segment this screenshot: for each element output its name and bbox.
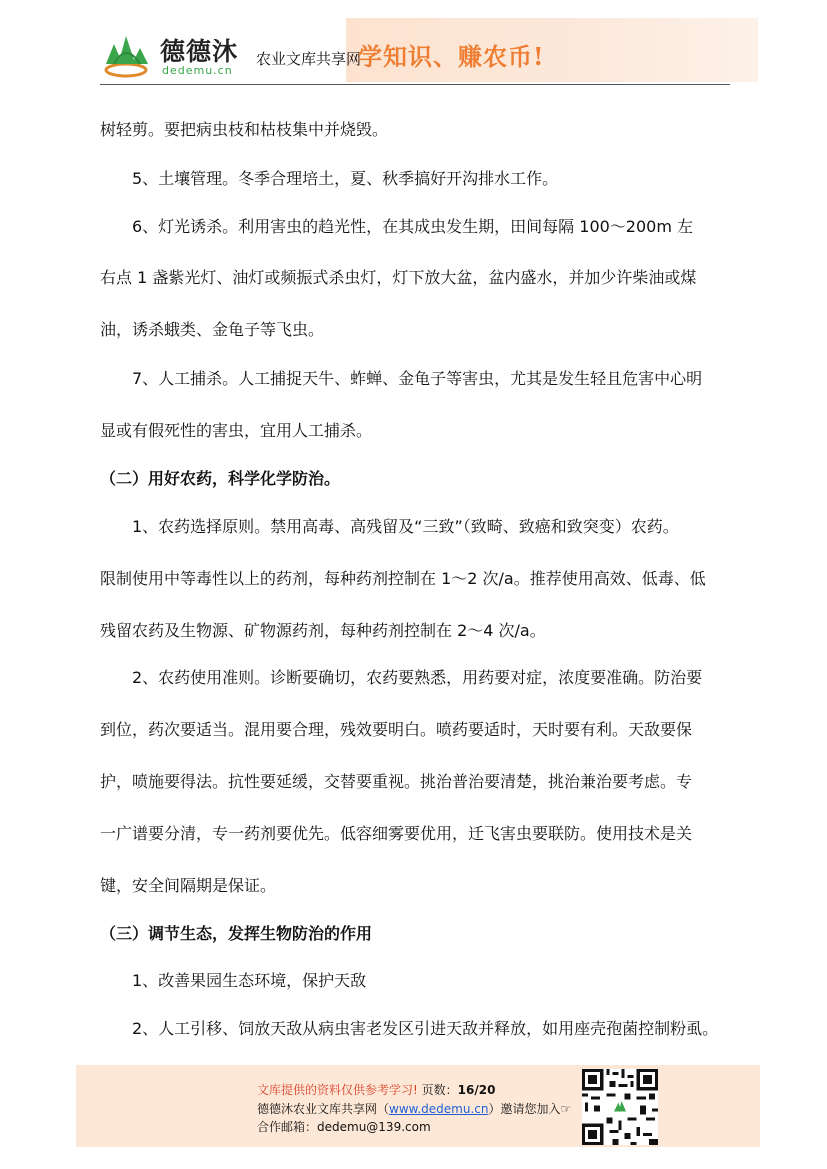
body-line: 右点 1 盏紫光灯、油灯或频振式杀虫灯，灯下放大盆，盆内盛水，并加少许柴油或煤: [100, 268, 697, 287]
body-line: 显或有假死性的害虫，宜用人工捕杀。: [100, 421, 373, 440]
body-line: 1、改善果园生态环境，保护天敌: [132, 971, 367, 990]
section-heading: （二）用好农药，科学化学防治。: [100, 469, 341, 488]
body-line: 一广谱要分清，专一药剂要优先。低容细雾要优用，迁飞害虫要联防。使用技术是关: [100, 824, 693, 843]
body-line: 到位，药次要适当。混用要合理，残效要明白。喷药要适时，天时要有利。天敌要保: [100, 720, 693, 739]
footer-notice: [257, 1081, 495, 1098]
body-line: 7、人工捕杀。人工捕捉天牛、蚱蝉、金龟子等害虫，尤其是发生轻且危害中心明: [132, 369, 703, 388]
section-heading: （三）调节生态，发挥生物防治的作用: [100, 924, 373, 943]
footer-notice-text: 文库提供的资料仅供参考学习!: [257, 1083, 418, 1097]
page-footer: [76, 1065, 760, 1147]
body-line: 2、人工引移、饲放天敌从病虫害老发区引进天敌并释放，如用座壳孢菌控制粉虱。: [132, 1019, 719, 1038]
body-line: 5、土壤管理。冬季合理培土，夏、秋季搞好开沟排水工作。: [132, 169, 559, 188]
header-slogan: 学知识、赚农币!: [358, 42, 545, 71]
body-line: 限制使用中等毒性以上的药剂，每种药剂控制在 1～2 次/a。推荐使用高效、低毒、低: [100, 569, 706, 588]
body-line: 树轻剪。要把病虫枝和枯枝集中并烧毁。: [100, 120, 389, 139]
site-name: 农业文库共享网: [256, 50, 362, 68]
header-divider: [100, 84, 730, 85]
footer-email: 合作邮箱：dedemu@139.com: [257, 1120, 431, 1134]
body-line: 2、农药使用准则。诊断要确切，农药要熟悉，用药要对症，浓度要准确。防治要: [132, 668, 703, 687]
body-line: 键，安全间隔期是保证。: [100, 876, 277, 895]
logo-domain: dedemu.cn: [162, 64, 233, 77]
footer-site-prefix: 德德沐农业文库共享网（: [257, 1102, 390, 1116]
footer-site-line: [257, 1100, 571, 1117]
page-count-value: 16/20: [457, 1083, 496, 1097]
body-line: 1、农药选择原则。禁用高毒、高残留及“三致”（致畸、致癌和致突变）农药。: [132, 517, 679, 536]
footer-site-suffix: ）邀请您加入☞: [488, 1102, 572, 1116]
body-line: 护，喷施要得法。抗性要延缓，交替要重视。挑治普治要清楚，挑治兼治要考虑。专: [100, 772, 693, 791]
qr-code-icon[interactable]: [582, 1069, 658, 1145]
body-line: 残留农药及生物源、矿物源药剂，每种药剂控制在 2～4 次/a。: [100, 621, 546, 640]
dedemu-logo-icon: [100, 32, 158, 80]
site-url-link[interactable]: www.dedemu.cn: [389, 1102, 489, 1116]
page-count-label: 页数：: [421, 1083, 458, 1097]
logo-text: 德德沐: [160, 37, 239, 66]
body-line: 油，诱杀蛾类、金龟子等飞虫。: [100, 320, 325, 339]
page-header: [100, 18, 758, 84]
body-line: 6、灯光诱杀。利用害虫的趋光性，在其成虫发生期，田间每隔 100～200m 左: [132, 217, 694, 236]
